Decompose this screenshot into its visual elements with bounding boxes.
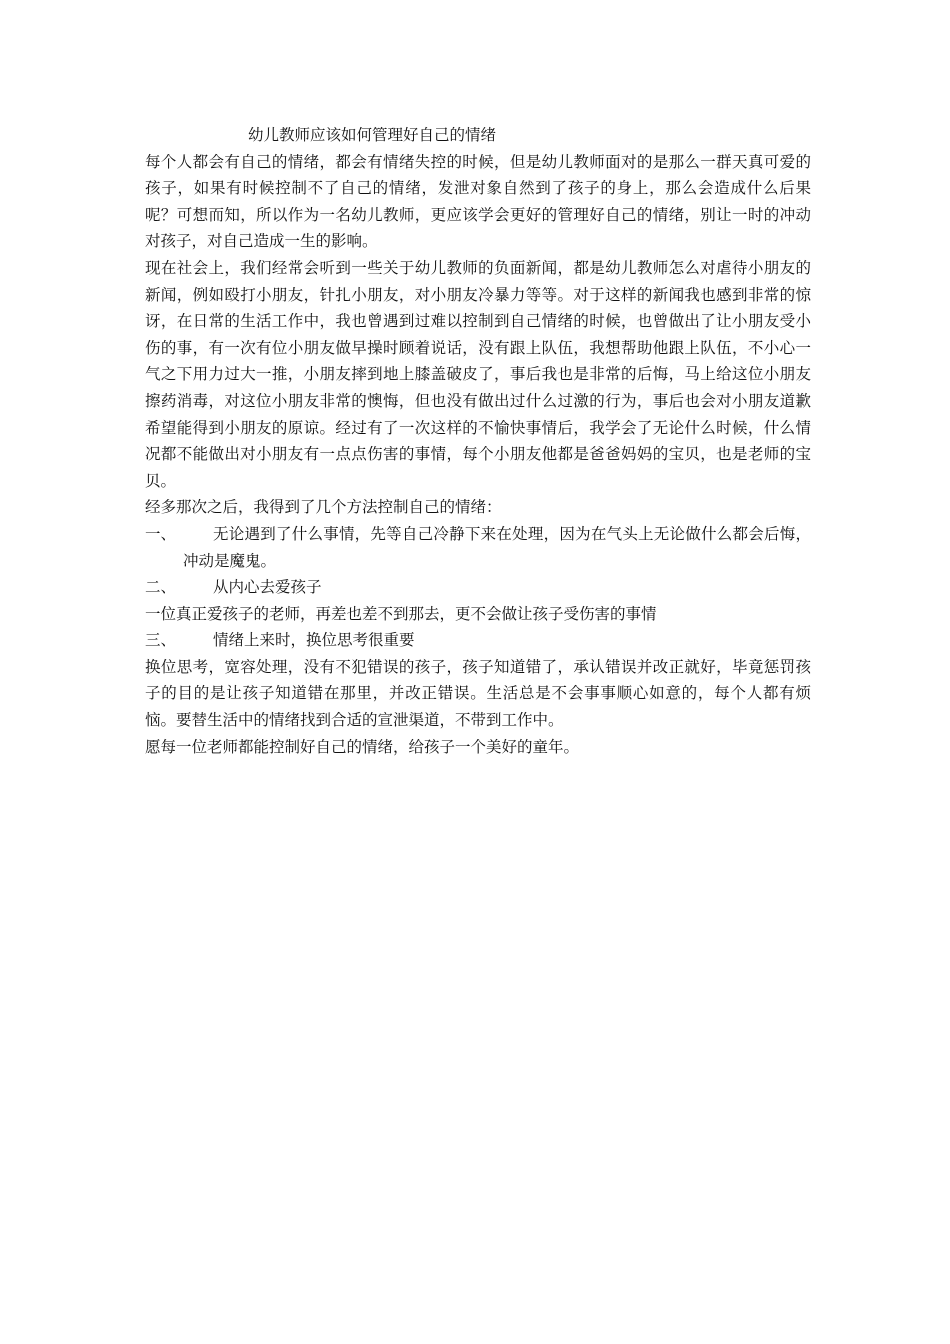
paragraph-intro: 每个人都会有自己的情绪，都会有情绪失控的时候，但是幼儿教师面对的是那么一群天真可爱的孩子，如果有时候控制不了自己的情绪，发泄对象自然到了孩子的身上，那么会造成什么后果呢？可想而知，所以作为一名幼儿教师，更应该学会更好的管理好自己的情绪，别让一时的冲动对孩子，对自己造成一生的影响。 — [145, 152, 811, 251]
list-item-1 — [145, 521, 811, 574]
list-number-3: 三、 — [145, 631, 177, 650]
document-body — [145, 122, 811, 760]
paragraph-item-3-body: 换位思考，宽容处理，没有不犯错误的孩子，孩子知道错了，承认错误并改正就好，毕竟惩罚孩子的目的是让孩子知道错在那里，并改正错误。生活总是不会事事顺心如意的，每个人都有烦恼。要替生活中的情绪找到合适的宣泄渠道，不带到工作中。 — [145, 657, 811, 730]
list-item-2 — [145, 574, 811, 601]
list-text-2: 从内心去爱孩子 — [213, 578, 322, 597]
list-text-3: 情绪上来时，换位思考很重要 — [213, 631, 415, 650]
list-number-1: 一、 — [145, 524, 177, 543]
list-item-3 — [145, 627, 811, 654]
document-title: 幼儿教师应该如何管理好自己的情绪 — [248, 126, 497, 144]
paragraph-news: 现在社会上，我们经常会听到一些关于幼儿教师的负面新闻，都是幼儿教师怎么对虐待小朋友的新闻，例如殴打小朋友，针扎小朋友，对小朋友冷暴力等等。对于这样的新闻我也感到非常的惊讶，在日常的生活工作中，我也曾遇到过难以控制到自己情绪的时候，也曾做出了让小朋友受小伤的事，有一次有位小朋友做早操时顾着说话，没有跟上队伍，我想帮助他跟上队伍，不小心一气之下用力过大一推，小朋友摔到地上膝盖破皮了，事后我也是非常的后悔，马上给这位小朋友擦药消毒，对这位小朋友非常的懊悔，但也没有做出过什么过激的行为，事后也会对小朋友道歉希望能得到小朋友的原谅。经过有了一次这样的不愉快事情后，我学会了无论什么时候，什么情况都不能做出对小朋友有一点点伤害的事情，每个小朋友他都是爸爸妈妈的宝贝，也是老师的宝贝。 — [145, 258, 811, 490]
paragraph-methods-lead: 经多那次之后，我得到了几个方法控制自己的情绪： — [145, 498, 502, 517]
paragraph-closing: 愿每一位老师都能控制好自己的情绪，给孩子一个美好的童年。 — [145, 737, 580, 756]
list-number-2: 二、 — [145, 578, 177, 597]
list-text-1: 无论遇到了什么事情，先等自己冷静下来在处理，因为在气头上无论做什么都会后悔，冲动是魔鬼。 — [183, 524, 811, 570]
paragraph-item-2-body: 一位真正爱孩子的老师，再差也差不到那去，更不会做让孩子受伤害的事情 — [145, 604, 657, 623]
